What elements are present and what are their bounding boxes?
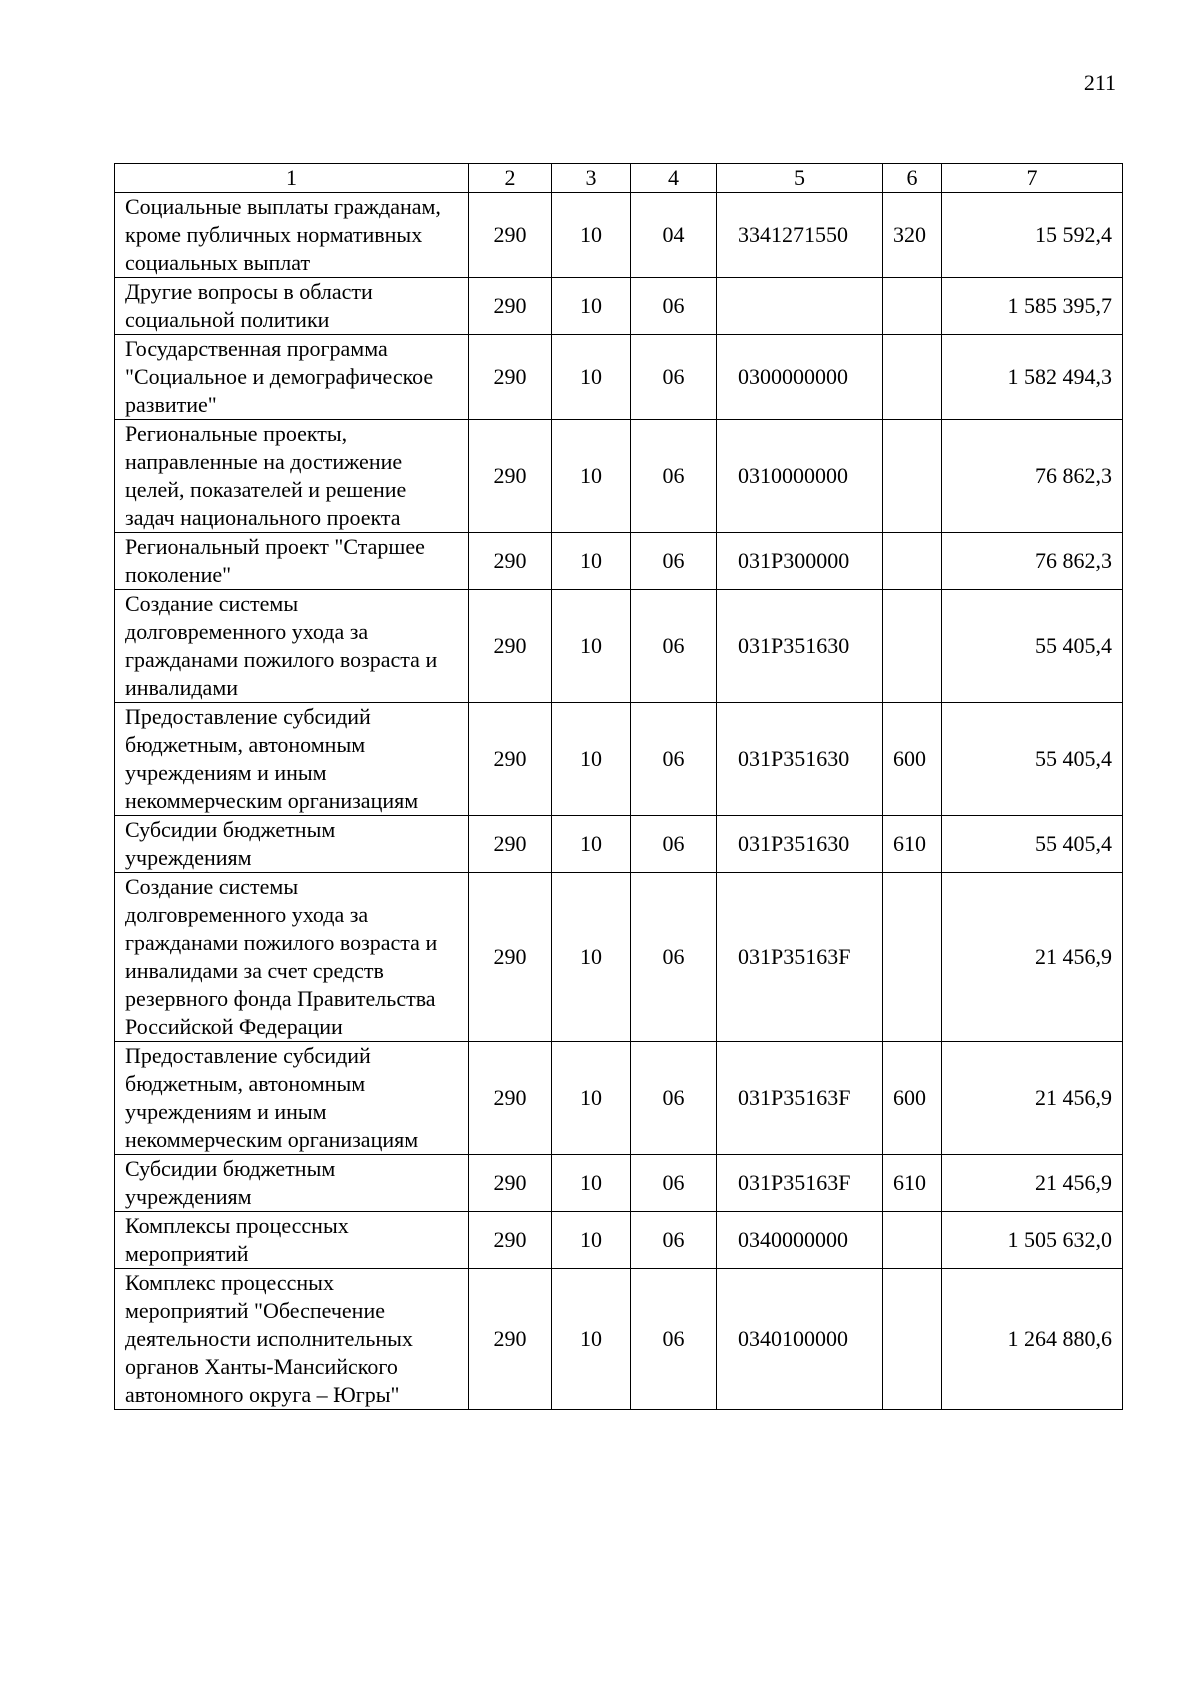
row-code-6 (883, 1269, 942, 1410)
row-code-6 (883, 590, 942, 703)
column-header-1: 1 (115, 164, 469, 193)
row-code-3: 10 (552, 193, 631, 278)
row-amount: 1 585 395,7 (942, 278, 1123, 335)
row-name: Предоставление субсидий бюджетным, автономным учреждениям и иным некоммерческим организациям (115, 1042, 469, 1155)
row-code-4: 06 (631, 1155, 717, 1212)
row-code-4: 06 (631, 278, 717, 335)
row-name: Социальные выплаты гражданам, кроме публичных нормативных социальных выплат (115, 193, 469, 278)
row-code-2: 290 (469, 873, 552, 1042)
row-amount: 55 405,4 (942, 703, 1123, 816)
row-name: Субсидии бюджетным учреждениям (115, 1155, 469, 1212)
row-amount: 55 405,4 (942, 590, 1123, 703)
row-code-3: 10 (552, 816, 631, 873)
table-row (115, 816, 1123, 873)
row-code-2: 290 (469, 590, 552, 703)
row-code-2: 290 (469, 193, 552, 278)
page-number: 211 (1083, 70, 1116, 95)
table-row (115, 335, 1123, 420)
row-code-6 (883, 533, 942, 590)
row-code-3: 10 (552, 1042, 631, 1155)
row-name: Региональный проект "Старшее поколение" (115, 533, 469, 590)
row-code-4: 06 (631, 703, 717, 816)
row-code-5: 031P35163F (717, 1042, 883, 1155)
column-header-4: 4 (631, 164, 717, 193)
table-row (115, 1212, 1123, 1269)
table-row (115, 193, 1123, 278)
row-amount: 1 582 494,3 (942, 335, 1123, 420)
row-amount: 21 456,9 (942, 1042, 1123, 1155)
row-code-4: 06 (631, 335, 717, 420)
row-name: Государственная программа "Социальное и демографическое развитие" (115, 335, 469, 420)
column-header-5: 5 (717, 164, 883, 193)
row-code-2: 290 (469, 1269, 552, 1410)
row-name: Субсидии бюджетным учреждениям (115, 816, 469, 873)
budget-table (114, 163, 1123, 1410)
row-amount: 76 862,3 (942, 533, 1123, 590)
row-code-3: 10 (552, 1155, 631, 1212)
table-row (115, 420, 1123, 533)
row-code-4: 06 (631, 816, 717, 873)
row-name: Комплексы процессных мероприятий (115, 1212, 469, 1269)
row-amount: 1 505 632,0 (942, 1212, 1123, 1269)
row-code-5: 0340000000 (717, 1212, 883, 1269)
row-code-3: 10 (552, 1269, 631, 1410)
row-code-2: 290 (469, 1042, 552, 1155)
table-row (115, 1155, 1123, 1212)
row-code-5: 0340100000 (717, 1269, 883, 1410)
row-code-6 (883, 278, 942, 335)
table-row (115, 1269, 1123, 1410)
row-code-3: 10 (552, 590, 631, 703)
table-row (115, 590, 1123, 703)
row-amount: 1 264 880,6 (942, 1269, 1123, 1410)
row-amount: 76 862,3 (942, 420, 1123, 533)
row-code-2: 290 (469, 1155, 552, 1212)
column-header-2: 2 (469, 164, 552, 193)
row-code-3: 10 (552, 420, 631, 533)
row-code-5: 0300000000 (717, 335, 883, 420)
row-code-4: 06 (631, 1212, 717, 1269)
row-code-2: 290 (469, 703, 552, 816)
row-code-4: 06 (631, 1269, 717, 1410)
row-name: Другие вопросы в области социальной политики (115, 278, 469, 335)
row-code-5 (717, 278, 883, 335)
row-code-2: 290 (469, 816, 552, 873)
row-code-3: 10 (552, 703, 631, 816)
row-name: Региональные проекты, направленные на достижение целей, показателей и решение задач национального проекта (115, 420, 469, 533)
row-code-6 (883, 420, 942, 533)
row-code-3: 10 (552, 1212, 631, 1269)
row-name: Комплекс процессных мероприятий "Обеспечение деятельности исполнительных органов Ханты-Мансийского автономного округа – Югры" (115, 1269, 469, 1410)
row-code-2: 290 (469, 420, 552, 533)
row-code-2: 290 (469, 533, 552, 590)
row-code-3: 10 (552, 533, 631, 590)
row-code-6 (883, 335, 942, 420)
row-code-6: 320 (883, 193, 942, 278)
row-code-4: 06 (631, 1042, 717, 1155)
row-amount: 21 456,9 (942, 873, 1123, 1042)
row-code-6 (883, 873, 942, 1042)
table-row (115, 873, 1123, 1042)
row-code-3: 10 (552, 278, 631, 335)
row-code-5: 031P35163F (717, 1155, 883, 1212)
row-code-6: 600 (883, 703, 942, 816)
row-code-4: 04 (631, 193, 717, 278)
column-header-6: 6 (883, 164, 942, 193)
row-code-5: 031P35163F (717, 873, 883, 1042)
row-code-6: 610 (883, 1155, 942, 1212)
row-code-6: 610 (883, 816, 942, 873)
row-name: Создание системы долговременного ухода за гражданами пожилого возраста и инвалидами (115, 590, 469, 703)
header-row (115, 164, 1123, 193)
row-code-4: 06 (631, 533, 717, 590)
row-amount: 15 592,4 (942, 193, 1123, 278)
row-code-5: 031P300000 (717, 533, 883, 590)
row-code-4: 06 (631, 873, 717, 1042)
row-amount: 21 456,9 (942, 1155, 1123, 1212)
row-code-4: 06 (631, 420, 717, 533)
row-code-3: 10 (552, 873, 631, 1042)
row-code-2: 290 (469, 278, 552, 335)
column-header-7: 7 (942, 164, 1123, 193)
row-amount: 55 405,4 (942, 816, 1123, 873)
row-code-5: 0310000000 (717, 420, 883, 533)
row-code-2: 290 (469, 335, 552, 420)
row-code-6: 600 (883, 1042, 942, 1155)
table-row (115, 278, 1123, 335)
row-name: Создание системы долговременного ухода за гражданами пожилого возраста и инвалидами за счет средств резервного фонда Правительства Российской Федерации (115, 873, 469, 1042)
row-code-5: 031P351630 (717, 703, 883, 816)
table-row (115, 1042, 1123, 1155)
row-code-4: 06 (631, 590, 717, 703)
table-row (115, 703, 1123, 816)
row-code-5: 031P351630 (717, 590, 883, 703)
column-header-3: 3 (552, 164, 631, 193)
row-code-5: 3341271550 (717, 193, 883, 278)
row-code-3: 10 (552, 335, 631, 420)
row-code-5: 031P351630 (717, 816, 883, 873)
row-name: Предоставление субсидий бюджетным, автономным учреждениям и иным некоммерческим организациям (115, 703, 469, 816)
table-row (115, 533, 1123, 590)
row-code-6 (883, 1212, 942, 1269)
row-code-2: 290 (469, 1212, 552, 1269)
